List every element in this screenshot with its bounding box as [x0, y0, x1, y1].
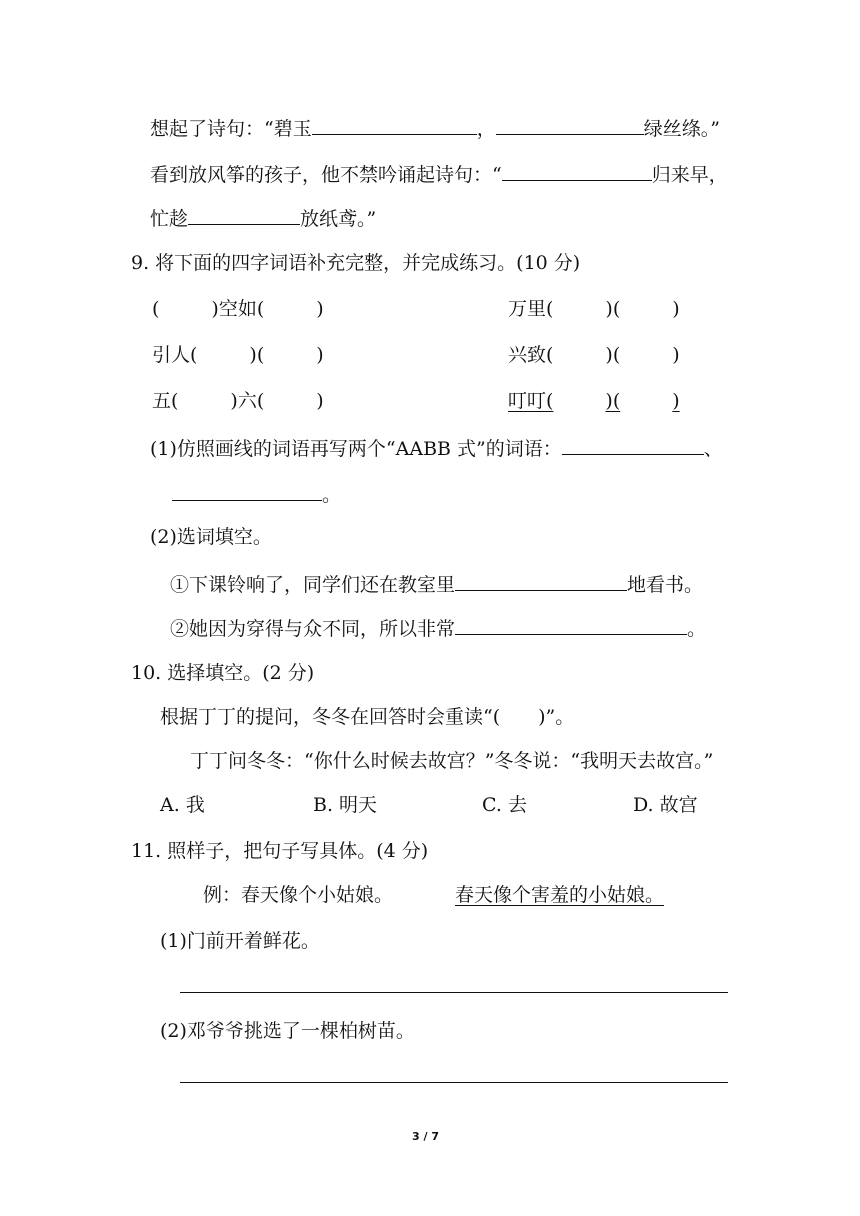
poem-blank-1[interactable]	[312, 114, 477, 135]
fill-blank-a[interactable]	[455, 570, 627, 591]
q10-option-b[interactable]: B. 明天	[313, 794, 378, 816]
q9-sub2-b	[170, 614, 706, 642]
word-text: 五(	[152, 390, 179, 412]
paren-mid: )(	[249, 344, 265, 366]
q10-quote: 丁丁问冬冬：“你什么时候去故宫？”冬冬说：“我明天去故宫。”	[190, 750, 714, 772]
word-text: 兴致(	[508, 344, 554, 366]
q9-word-4[interactable]	[508, 342, 680, 368]
poem-line-2	[150, 160, 728, 188]
q11-title: 11. 照样子，把句子写具体。(4 分)	[131, 840, 429, 862]
paren-close: )	[316, 390, 324, 412]
q10-prompt: 根据丁丁的提问，冬冬在回答时会重读“( )”。	[160, 706, 575, 728]
paren-close: )	[672, 390, 680, 412]
paren-close: )	[316, 344, 324, 366]
paren-mid: )(	[605, 344, 621, 366]
poem-blank-2[interactable]	[496, 114, 644, 135]
poem-line-3	[150, 204, 376, 232]
q9-word-5[interactable]	[152, 388, 324, 414]
poem-line-2-suffix: 归来早，	[651, 164, 728, 186]
q9-sub1-end: 。	[322, 484, 342, 506]
q9-word-6-underlined[interactable]	[508, 388, 680, 414]
word-text: )空如(	[211, 298, 265, 320]
fill-blank-b[interactable]	[455, 614, 687, 635]
q10-title: 10. 选择填空。(2 分)	[131, 662, 315, 684]
q10-option-d[interactable]: D. 故宫	[633, 794, 698, 816]
poem-line-1-prefix: 想起了诗句：“碧玉	[150, 118, 312, 140]
paren-close: )	[672, 298, 680, 320]
poem-line-1	[150, 114, 720, 142]
word-text: )六(	[230, 390, 265, 412]
paren-open: (	[152, 298, 160, 320]
q9-sub1-cont	[172, 480, 341, 508]
poem-line-1-suffix: 绿丝绦。”	[643, 118, 720, 140]
q11-item-2: (2)邓爷爷挑选了一棵柏树苗。	[160, 1020, 415, 1042]
q11-example-label: 例：春天像个小姑娘。	[203, 884, 394, 906]
q11-item-1: (1)门前开着鲜花。	[160, 930, 320, 952]
word-text: 万里(	[508, 298, 554, 320]
q9-sub2-a	[170, 570, 703, 598]
q9-word-1[interactable]	[152, 296, 324, 322]
q9-sub1-sep: 、	[703, 438, 723, 460]
q10-option-a[interactable]: A. 我	[160, 794, 205, 816]
word-text: 叮叮(	[508, 390, 554, 412]
q9-sub2-b-post: 。	[687, 618, 707, 640]
paren-mid: )(	[605, 298, 621, 320]
q9-title: 9. 将下面的四字词语补充完整，并完成练习。(10 分)	[131, 252, 581, 274]
q11-example-answer: 春天像个害羞的小姑娘。	[455, 884, 665, 906]
poem-line-3-suffix: 放纸鸢。”	[300, 208, 377, 230]
answer-line-2[interactable]	[180, 1082, 728, 1083]
page-number: 3 / 7	[412, 1130, 439, 1143]
paren-close: )	[316, 298, 324, 320]
q9-sub2-b-pre: ②她因为穿得与众不同，所以非常	[170, 618, 456, 640]
word-text: 引人(	[152, 344, 198, 366]
poem-blank-4[interactable]	[188, 204, 300, 225]
q9-sub2-a-post: 地看书。	[627, 574, 704, 596]
paren-close: )	[672, 344, 680, 366]
poem-blank-3[interactable]	[502, 160, 652, 181]
q9-sub2-a-pre: ①下课铃响了，同学们还在教室里	[170, 574, 456, 596]
q9-sub1	[150, 434, 723, 462]
aabb-blank-1[interactable]	[562, 434, 704, 455]
q9-word-3[interactable]	[152, 342, 324, 368]
paren-mid: )(	[605, 390, 621, 412]
q10-option-c[interactable]: C. 去	[482, 794, 527, 816]
q9-word-2[interactable]	[508, 296, 680, 322]
q9-sub1-text: (1)仿照画线的词语再写两个“AABB 式”的词语：	[150, 438, 562, 460]
answer-line-1[interactable]	[180, 992, 728, 993]
q9-sub2: (2)选词填空。	[150, 526, 272, 548]
poem-comma: ，	[476, 118, 496, 140]
poem-line-2-prefix: 看到放风筝的孩子，他不禁吟诵起诗句：“	[150, 164, 502, 186]
aabb-blank-2[interactable]	[172, 480, 322, 501]
poem-line-3-prefix: 忙趁	[150, 208, 189, 230]
